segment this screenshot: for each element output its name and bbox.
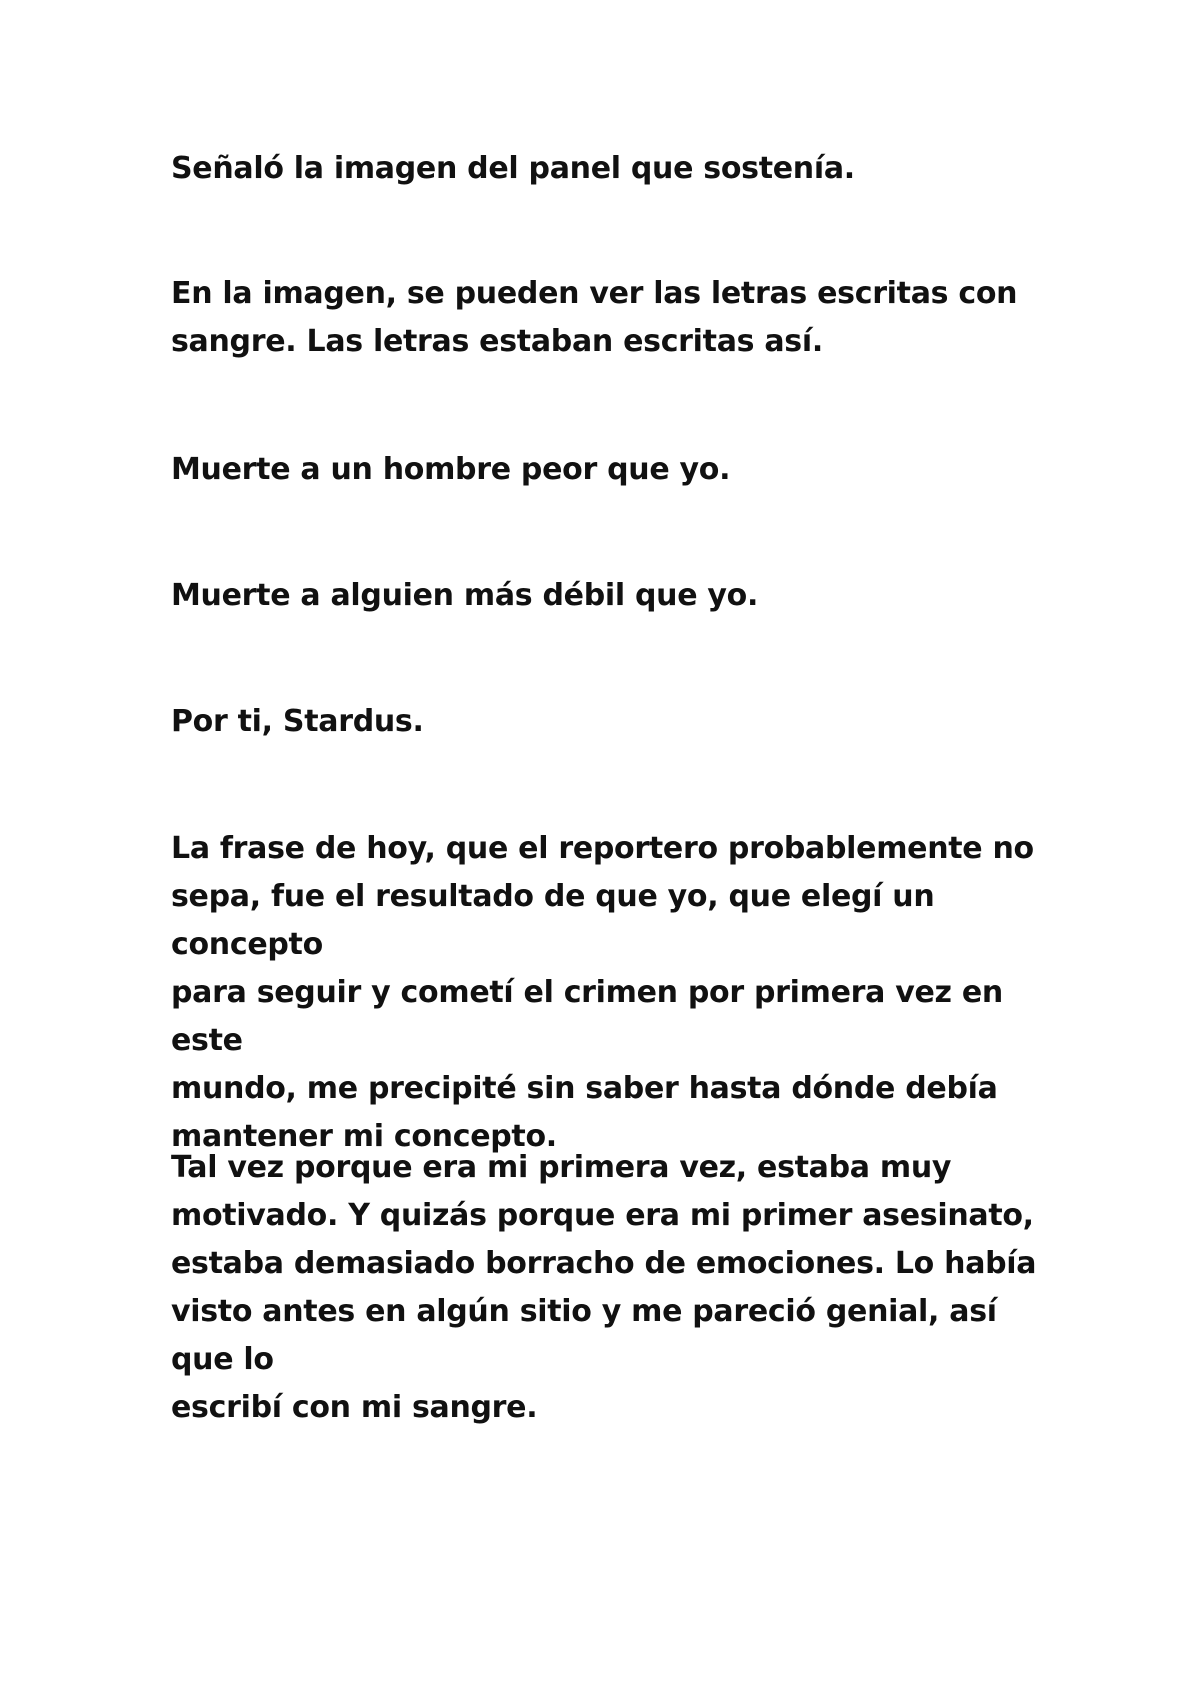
paragraph-7: Tal vez porque era mi primera vez, estaba muy motivado. Y quizás porque era mi primer asesinato, estaba demasiado borracho de emociones. Lo había visto antes en algún sitio y me pareció genial, así que lo escribí con mi sangre. xyxy=(171,1150,1037,1425)
paragraph-1: Señaló la imagen del panel que sostenía. xyxy=(171,151,855,186)
paragraph-3: Muerte a un hombre peor que yo. xyxy=(171,452,731,487)
paragraph-5: Por ti, Stardus. xyxy=(171,704,424,739)
paragraph-4: Muerte a alguien más débil que yo. xyxy=(171,578,759,613)
paragraph-6: La frase de hoy, que el reportero probablemente no sepa, fue el resultado de que yo, que elegí un concepto para seguir y cometí el crimen por primera vez en este mundo, me precipité sin saber hasta dónde debía mantener mi concepto. xyxy=(171,831,1034,1154)
paragraph-2: En la imagen, se pueden ver las letras escritas con sangre. Las letras estaban escritas así. xyxy=(171,276,1018,359)
